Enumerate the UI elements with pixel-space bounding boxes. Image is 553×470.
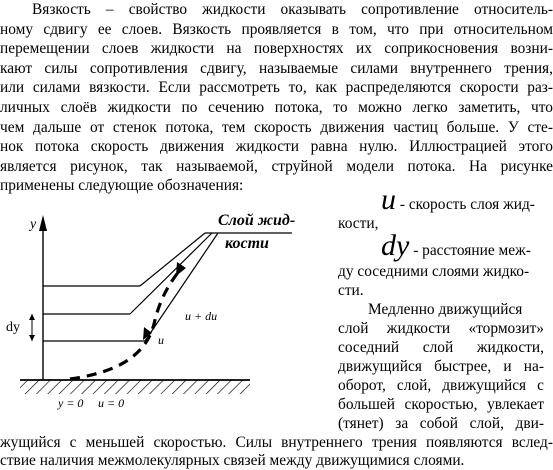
- right-para-line: движущийся быстрее, и на-: [338, 358, 544, 375]
- y-axis-label: y: [30, 217, 37, 232]
- y0-label: y = 0: [58, 396, 84, 410]
- dy-marker-arrow-top: [29, 314, 35, 320]
- u0-label: u = 0: [98, 396, 125, 410]
- velocity-line: [145, 233, 218, 341]
- flow-diagram: [0, 195, 330, 430]
- intro-line: чем дальше от стенок потока, тем скорость движения частиц больше. У сте-: [0, 118, 553, 136]
- right-para-line: (тянет) за собой слой, дви-: [338, 415, 544, 432]
- intro-line: или силами вязкости. Если рассмотреть то, как распределяются скорости раз-: [0, 79, 553, 97]
- u-symbol: u: [381, 183, 396, 216]
- right-para-line: оборот, слой, движущийся с: [338, 377, 544, 394]
- dy-legend-text-end: сти.: [338, 282, 364, 299]
- right-para-line: Медленно движущийся: [368, 301, 523, 318]
- bottom-line: ствие наличия межмолекулярных связей между движущимися слоями.: [0, 452, 465, 469]
- u-legend-text: - скорость слоя жид-: [399, 196, 535, 213]
- intro-paragraph: [0, 0, 553, 196]
- dy-symbol: dy: [381, 229, 410, 262]
- right-para-line: соседний слой жидкости,: [338, 339, 544, 356]
- intro-line: перемещении слоев жидкости на поверхностях их соприкосновения возни-: [0, 40, 553, 58]
- wall-hatch: [20, 380, 250, 394]
- u-legend: [381, 183, 535, 216]
- intro-line: нок потока скорость движения жидкости равна нулю. Иллюстрацией этого: [0, 138, 553, 156]
- right-para-line: большей скоростью, увлекает: [338, 396, 544, 413]
- intro-line: применены следующие обозначения:: [0, 177, 244, 195]
- intro-line: Вязкость – свойство жидкости оказывать сопротивление относитель-: [32, 1, 553, 18]
- dy-marker-arrow-bottom: [29, 335, 35, 341]
- intro-line: ному сдвигу ее слоев. Вязкость проявляется в том, что при относительном: [0, 20, 553, 38]
- u-label: u: [158, 333, 164, 347]
- dy-legend-text-cont: ду соседними слоями жидко-: [338, 263, 530, 280]
- layer-label-line-1: Слой жид-: [218, 212, 296, 229]
- u-legend-text-cont: кости,: [338, 215, 379, 232]
- bottom-line: жущийся с меньшей скоростью. Силы внутреннего трения появляются вслед-: [0, 434, 553, 451]
- intro-line: личных слоёв жидкости по сечению потока, то можно легко заметить, что: [0, 98, 553, 116]
- intro-line: является рисунок, так называемой, струйной модели потока. На рисунке: [0, 157, 553, 175]
- layer-label-line-2: кости: [225, 235, 269, 252]
- u-plus-du-label: u + du: [185, 309, 218, 323]
- dy-legend: [381, 229, 531, 262]
- right-para-line: слой жидкости «тормозит»: [338, 320, 544, 337]
- dy-legend-text: - расстояние меж-: [413, 242, 531, 259]
- intro-line: кают силы сопротивления сдвигу, называемые силами внутреннего трения,: [0, 59, 553, 77]
- y-axis-arrow: [39, 215, 47, 231]
- dy-label: dy: [6, 320, 20, 335]
